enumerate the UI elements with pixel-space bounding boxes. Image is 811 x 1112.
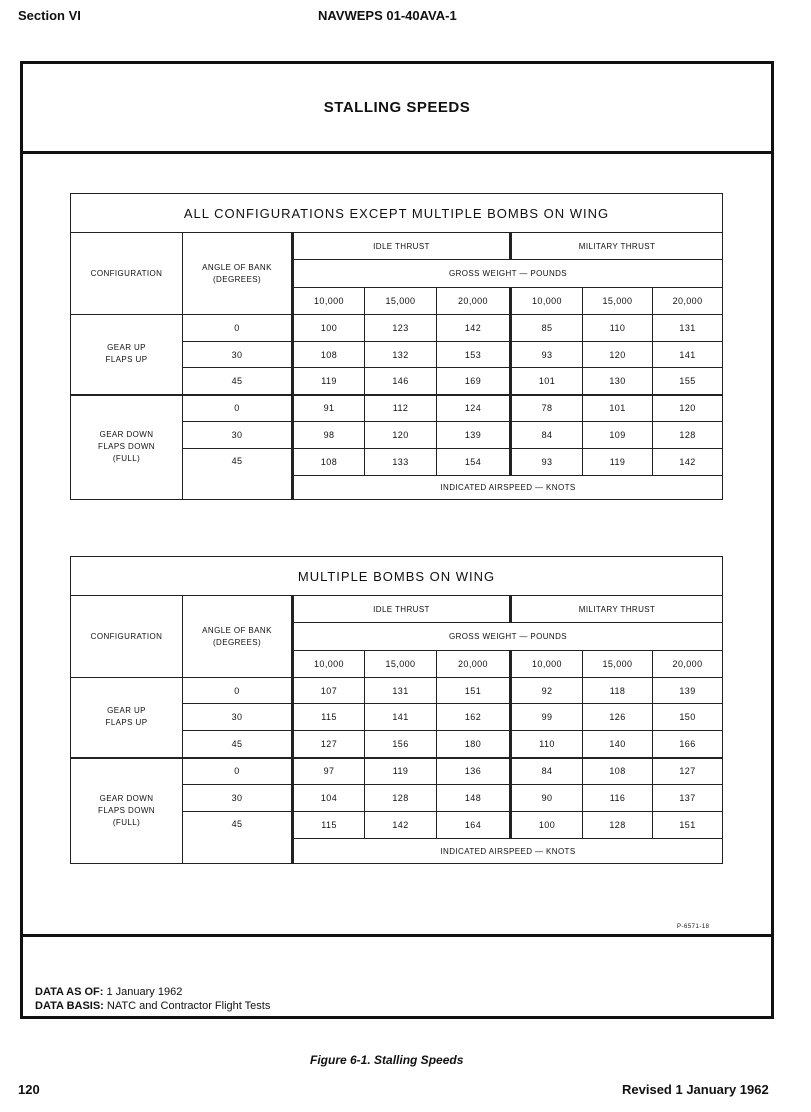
speed-cell: 119 — [365, 758, 437, 785]
table-caption: MULTIPLE BOMBS ON WING — [71, 557, 723, 596]
speed-cell: 128 — [365, 785, 437, 812]
speed-cell: 166 — [653, 731, 723, 758]
speed-cell: 119 — [583, 449, 653, 476]
configuration-label: GEAR UP FLAPS UP — [71, 315, 183, 395]
idle-thrust-header: IDLE THRUST — [293, 233, 511, 260]
speed-cell: 141 — [365, 704, 437, 731]
speed-cell: 110 — [583, 315, 653, 342]
data-basis — [35, 1000, 270, 1012]
speed-cell: 100 — [293, 315, 365, 342]
speed-cell: 131 — [653, 315, 723, 342]
title-band — [23, 64, 771, 154]
speed-cell: 93 — [511, 342, 583, 368]
speed-cell: 91 — [293, 395, 365, 422]
speed-cell: 108 — [293, 449, 365, 476]
airspeed-unit-label: INDICATED AIRSPEED — KNOTS — [293, 476, 723, 500]
speed-cell: 108 — [293, 342, 365, 368]
col-configuration-header: CONFIGURATION — [71, 233, 183, 315]
stall-table-2 — [70, 556, 723, 864]
speed-cell: 132 — [365, 342, 437, 368]
gross-weight-header: GROSS WEIGHT — POUNDS — [293, 260, 723, 288]
weight-header: 10,000 — [511, 651, 583, 678]
weight-header: 15,000 — [365, 288, 437, 315]
military-thrust-header: MILITARY THRUST — [511, 596, 723, 623]
speed-cell: 99 — [511, 704, 583, 731]
speed-cell: 104 — [293, 785, 365, 812]
gross-weight-header: GROSS WEIGHT — POUNDS — [293, 623, 723, 651]
data-as-of-label: DATA AS OF: — [35, 986, 104, 998]
speed-cell: 139 — [437, 422, 511, 449]
speed-cell: 128 — [583, 812, 653, 839]
figure-caption: Figure 6-1. Stalling Speeds — [310, 1053, 464, 1067]
weight-header: 20,000 — [437, 651, 511, 678]
speed-cell: 84 — [511, 422, 583, 449]
speed-cell: 101 — [511, 368, 583, 395]
speed-cell: 180 — [437, 731, 511, 758]
stall-table-1 — [70, 193, 723, 500]
weight-header: 10,000 — [293, 651, 365, 678]
speed-cell: 123 — [365, 315, 437, 342]
configuration-label: GEAR DOWN FLAPS DOWN (FULL) — [71, 395, 183, 500]
speed-cell: 154 — [437, 449, 511, 476]
weight-header: 10,000 — [511, 288, 583, 315]
speed-cell: 118 — [583, 678, 653, 704]
speed-cell: 130 — [583, 368, 653, 395]
speed-cell: 124 — [437, 395, 511, 422]
speed-cell: 150 — [653, 704, 723, 731]
speed-cell: 93 — [511, 449, 583, 476]
speed-cell: 142 — [653, 449, 723, 476]
bank-angle: 30 — [183, 342, 293, 368]
speed-cell: 140 — [583, 731, 653, 758]
speed-cell: 107 — [293, 678, 365, 704]
speed-cell: 85 — [511, 315, 583, 342]
data-as-of-value: 1 January 1962 — [106, 986, 183, 998]
bank-angle: 45 — [183, 368, 293, 395]
speed-cell: 128 — [653, 422, 723, 449]
speed-cell: 127 — [653, 758, 723, 785]
weight-header: 20,000 — [437, 288, 511, 315]
speed-cell: 142 — [437, 315, 511, 342]
document-number: NAVWEPS 01-40AVA-1 — [318, 8, 457, 23]
data-basis-label: DATA BASIS: — [35, 1000, 104, 1012]
military-thrust-header: MILITARY THRUST — [511, 233, 723, 260]
speed-cell: 141 — [653, 342, 723, 368]
weight-header: 10,000 — [293, 288, 365, 315]
speed-cell: 78 — [511, 395, 583, 422]
speed-cell: 92 — [511, 678, 583, 704]
weight-header: 15,000 — [583, 288, 653, 315]
speed-cell: 136 — [437, 758, 511, 785]
bank-angle: 30 — [183, 422, 293, 449]
speed-cell: 151 — [437, 678, 511, 704]
footer-rule — [23, 934, 771, 937]
speed-cell: 153 — [437, 342, 511, 368]
table-caption: ALL CONFIGURATIONS EXCEPT MULTIPLE BOMBS ON WING — [71, 194, 723, 233]
configuration-label: GEAR DOWN FLAPS DOWN (FULL) — [71, 758, 183, 864]
data-as-of — [35, 986, 182, 998]
speed-cell: 137 — [653, 785, 723, 812]
speed-cell: 162 — [437, 704, 511, 731]
speed-cell: 142 — [365, 812, 437, 839]
speed-cell: 146 — [365, 368, 437, 395]
bank-angle: 0 — [183, 758, 293, 785]
speed-cell: 101 — [583, 395, 653, 422]
speed-cell: 156 — [365, 731, 437, 758]
col-configuration-header: CONFIGURATION — [71, 596, 183, 678]
speed-cell: 112 — [365, 395, 437, 422]
speed-cell: 115 — [293, 812, 365, 839]
speed-cell: 169 — [437, 368, 511, 395]
speed-cell: 90 — [511, 785, 583, 812]
revision-date: Revised 1 January 1962 — [622, 1082, 769, 1097]
speed-cell: 120 — [365, 422, 437, 449]
speed-cell: 119 — [293, 368, 365, 395]
speed-cell: 98 — [293, 422, 365, 449]
bank-angle: 45 — [183, 812, 293, 864]
bank-angle: 0 — [183, 315, 293, 342]
page-title: STALLING SPEEDS — [323, 99, 471, 116]
speed-cell: 120 — [653, 395, 723, 422]
speed-cell: 126 — [583, 704, 653, 731]
weight-header: 20,000 — [653, 651, 723, 678]
page-number: 120 — [18, 1082, 40, 1097]
speed-cell: 97 — [293, 758, 365, 785]
speed-cell: 131 — [365, 678, 437, 704]
bank-angle: 30 — [183, 785, 293, 812]
speed-cell: 115 — [293, 704, 365, 731]
speed-cell: 109 — [583, 422, 653, 449]
speed-cell: 110 — [511, 731, 583, 758]
speed-cell: 133 — [365, 449, 437, 476]
speed-cell: 127 — [293, 731, 365, 758]
col-angle-header: ANGLE OF BANK (DEGREES) — [183, 596, 293, 678]
figure-reference: P-6571-18 — [677, 924, 710, 930]
speed-cell: 108 — [583, 758, 653, 785]
weight-header: 20,000 — [653, 288, 723, 315]
speed-cell: 116 — [583, 785, 653, 812]
bank-angle: 0 — [183, 678, 293, 704]
idle-thrust-header: IDLE THRUST — [293, 596, 511, 623]
speed-cell: 139 — [653, 678, 723, 704]
bank-angle: 45 — [183, 449, 293, 500]
speed-cell: 164 — [437, 812, 511, 839]
speed-cell: 151 — [653, 812, 723, 839]
speed-cell: 100 — [511, 812, 583, 839]
speed-cell: 120 — [583, 342, 653, 368]
speed-cell: 84 — [511, 758, 583, 785]
speed-cell: 148 — [437, 785, 511, 812]
col-angle-header: ANGLE OF BANK (DEGREES) — [183, 233, 293, 315]
bank-angle: 30 — [183, 704, 293, 731]
configuration-label: GEAR UP FLAPS UP — [71, 678, 183, 758]
bank-angle: 45 — [183, 731, 293, 758]
weight-header: 15,000 — [365, 651, 437, 678]
data-basis-value: NATC and Contractor Flight Tests — [106, 1000, 271, 1012]
section-label: Section VI — [18, 8, 81, 23]
weight-header: 15,000 — [583, 651, 653, 678]
bank-angle: 0 — [183, 395, 293, 422]
airspeed-unit-label: INDICATED AIRSPEED — KNOTS — [293, 839, 723, 864]
speed-cell: 155 — [653, 368, 723, 395]
